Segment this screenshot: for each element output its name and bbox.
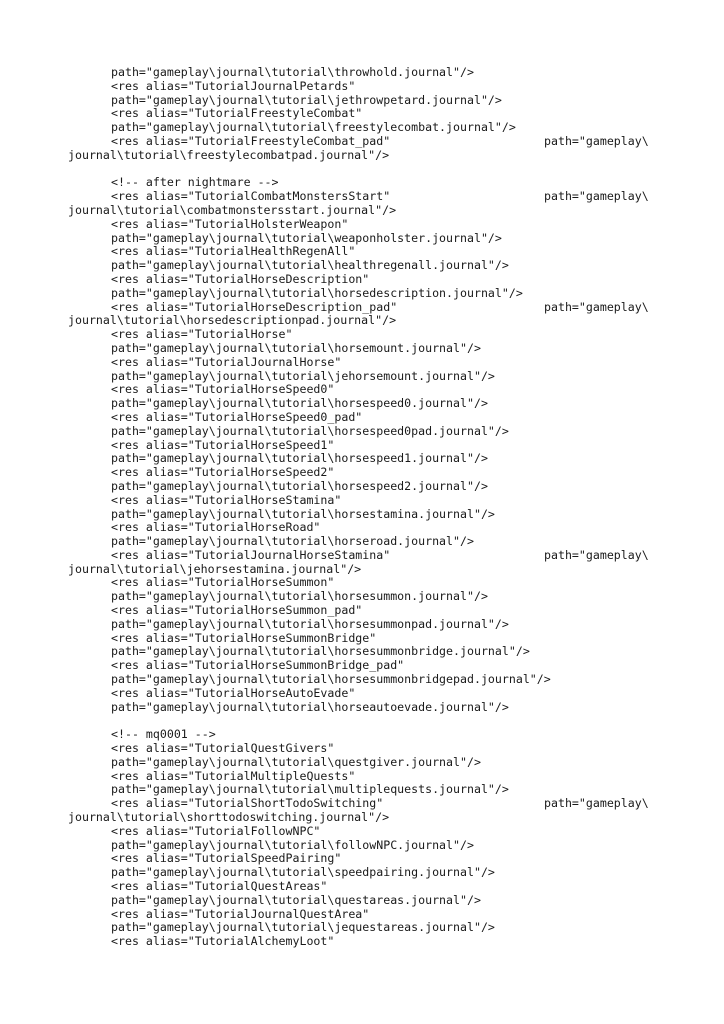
code-line: [68, 921, 688, 935]
code-line: [68, 549, 688, 563]
code-line: [68, 811, 688, 825]
code-line-text: <res alias="TutorialHorseAutoEvade": [111, 685, 356, 700]
code-line-text: path="gameplay\journal\tutorial\followNPC.journal"/>: [111, 837, 474, 852]
code-line-text: <res alias="TutorialCombatMonstersStart": [111, 189, 391, 204]
code-line: [68, 314, 688, 328]
code-line: [68, 149, 688, 163]
code-line-text: path="gameplay\journal\tutorial\throwhold.journal"/>: [111, 65, 474, 79]
code-line: [68, 232, 688, 246]
code-line-text: <res alias="TutorialHorseSpeed0": [111, 382, 335, 397]
code-line: [68, 218, 688, 232]
code-line-text: path="gameplay\journal\tutorial\weaponholster.journal"/>: [111, 230, 502, 245]
code-line-text: path="gameplay\journal\tutorial\horsesummonbridgepad.journal"/>: [111, 672, 551, 687]
code-line: [68, 839, 688, 853]
code-line: [68, 94, 688, 108]
code-line: [68, 494, 688, 508]
code-line-text: <res alias="TutorialFollowNPC": [111, 823, 321, 838]
code-line: [68, 107, 688, 121]
code-line-text: journal\tutorial\shorttodoswitching.journal"/>: [68, 810, 390, 825]
code-line-text: <res alias="TutorialHorseSpeed2": [111, 465, 335, 480]
code-line: [68, 673, 688, 687]
code-line: [68, 880, 688, 894]
code-line-text: path="gameplay\journal\tutorial\horsesummonpad.journal"/>: [111, 616, 509, 631]
code-line: [68, 742, 688, 756]
code-line: [68, 756, 688, 770]
code-line-text: path="gameplay\journal\tutorial\jequestareas.journal"/>: [111, 920, 495, 935]
code-line-text: path="gameplay\journal\tutorial\speedpairing.journal"/>: [111, 865, 495, 880]
code-line-text: <res alias="TutorialJournalHorseStamina": [111, 547, 391, 562]
code-line-text: <res alias="TutorialHorseSpeed0_pad": [111, 409, 363, 424]
code-line-text: <res alias="TutorialHealthRegenAll": [111, 244, 356, 259]
code-line-text: path="gameplay\journal\tutorial\horsespeed0pad.journal"/>: [111, 423, 509, 438]
code-line-text: <res alias="TutorialFreestyleCombat": [111, 106, 363, 121]
code-line-text: path="gameplay\journal\tutorial\questareas.journal"/>: [111, 892, 481, 907]
code-line-text: <res alias="TutorialQuestGivers": [111, 741, 335, 756]
code-line-text: <!-- mq0001 -->: [111, 727, 216, 742]
code-line: [68, 259, 688, 273]
code-line-text: <res alias="TutorialJournalQuestArea": [111, 906, 370, 921]
code-line-text: <res alias="TutorialHorseSpeed1": [111, 437, 335, 452]
code-line-text: <res alias="TutorialShortTodoSwitching": [111, 796, 384, 811]
code-line-text: <res alias="TutorialHorseSummon": [111, 575, 335, 590]
code-line-text: journal\tutorial\freestylecombatpad.journal"/>: [68, 147, 390, 162]
code-line: [68, 590, 688, 604]
code-line: [68, 714, 688, 728]
code-line-path-fragment: path="gameplay\: [544, 133, 649, 148]
code-line: [68, 908, 688, 922]
code-line-text: <res alias="TutorialHorse": [111, 327, 293, 342]
code-line: [68, 521, 688, 535]
code-line-text: <res alias="TutorialAlchemyLoot": [111, 934, 335, 949]
code-line-text: path="gameplay\journal\tutorial\freestylecombat.journal"/>: [111, 120, 516, 135]
code-line-text: path="gameplay\journal\tutorial\healthregenall.journal"/>: [111, 258, 509, 273]
code-line-text: journal\tutorial\horsedescriptionpad.journal"/>: [68, 313, 397, 328]
code-line: [68, 576, 688, 590]
code-line: [68, 508, 688, 522]
code-line: [68, 66, 688, 80]
code-line: [68, 783, 688, 797]
code-line-path-fragment: path="gameplay\: [544, 189, 649, 204]
code-line-text: <res alias="TutorialHorseStamina": [111, 492, 342, 507]
code-line-text: <res alias="TutorialHorseSummonBridge_pad": [111, 658, 405, 673]
code-line-text: <res alias="TutorialSpeedPairing": [111, 851, 342, 866]
code-line: [68, 687, 688, 701]
code-line: [68, 728, 688, 742]
code-line-path-fragment: path="gameplay\: [544, 796, 649, 811]
code-line: [68, 866, 688, 880]
code-line: [68, 245, 688, 259]
code-line: [68, 176, 688, 190]
code-line: [68, 383, 688, 397]
code-line: [68, 770, 688, 784]
code-line-text: <res alias="TutorialHorseRoad": [111, 520, 321, 535]
code-line-text: <res alias="TutorialHolsterWeapon": [111, 216, 349, 231]
code-line: [68, 356, 688, 370]
code-line: [68, 342, 688, 356]
code-line-text: journal\tutorial\combatmonstersstart.journal"/>: [68, 202, 397, 217]
code-line-text: path="gameplay\journal\tutorial\questgiver.journal"/>: [111, 754, 481, 769]
code-line-text: <res alias="TutorialJournalHorse": [111, 354, 342, 369]
code-line: [68, 190, 688, 204]
code-line: [68, 935, 688, 949]
code-line: [68, 397, 688, 411]
code-line-text: path="gameplay\journal\tutorial\multiplequests.journal"/>: [111, 782, 509, 797]
code-line: [68, 659, 688, 673]
code-line-text: path="gameplay\journal\tutorial\jehorsemount.journal"/>: [111, 368, 495, 383]
code-line: [68, 425, 688, 439]
code-line: [68, 466, 688, 480]
code-line-text: path="gameplay\journal\tutorial\horsespeed2.journal"/>: [111, 478, 488, 493]
code-line: [68, 411, 688, 425]
code-line-text: <res alias="TutorialHorseDescription": [111, 271, 370, 286]
code-line-text: path="gameplay\journal\tutorial\horsesummonbridge.journal"/>: [111, 644, 530, 659]
code-line: [68, 701, 688, 715]
code-line: [68, 797, 688, 811]
code-line-text: <res alias="TutorialJournalPetards": [111, 78, 356, 93]
code-line-text: <res alias="TutorialHorseSummonBridge": [111, 630, 377, 645]
code-line-text: path="gameplay\journal\tutorial\horsespeed0.journal"/>: [111, 396, 488, 411]
code-line: [68, 135, 688, 149]
code-line-text: <res alias="TutorialFreestyleCombat_pad": [111, 133, 391, 148]
code-line-text: path="gameplay\journal\tutorial\horsespeed1.journal"/>: [111, 451, 488, 466]
code-line: [68, 273, 688, 287]
code-line-path-fragment: path="gameplay\: [544, 299, 649, 314]
code-line: [68, 632, 688, 646]
code-line-text: <!-- after nightmare -->: [111, 175, 279, 190]
code-line-text: path="gameplay\journal\tutorial\horsedescription.journal"/>: [111, 285, 523, 300]
code-line-text: path="gameplay\journal\tutorial\horseroad.journal"/>: [111, 534, 474, 549]
code-line-text: path="gameplay\journal\tutorial\horseautoevade.journal"/>: [111, 699, 509, 714]
code-line: [68, 645, 688, 659]
code-line: [68, 204, 688, 218]
code-line: [68, 604, 688, 618]
code-line-text: <res alias="TutorialMultipleQuests": [111, 768, 356, 783]
code-line: [68, 328, 688, 342]
code-line: [68, 894, 688, 908]
code-line: [68, 163, 688, 177]
code-line-text: path="gameplay\journal\tutorial\horsesummon.journal"/>: [111, 589, 488, 604]
code-line: [68, 618, 688, 632]
code-line: [68, 370, 688, 384]
code-line: [68, 480, 688, 494]
code-line: [68, 452, 688, 466]
code-line-text: journal\tutorial\jehorsestamina.journal"/>: [68, 561, 362, 576]
code-line: [68, 852, 688, 866]
code-line: [68, 121, 688, 135]
code-line: [68, 301, 688, 315]
code-line: [68, 439, 688, 453]
code-line-text: <res alias="TutorialHorseDescription_pad": [111, 299, 398, 314]
code-line: [68, 80, 688, 94]
code-line-text: path="gameplay\journal\tutorial\jethrowpetard.journal"/>: [111, 92, 502, 107]
code-line: [68, 563, 688, 577]
code-line-text: <res alias="TutorialHorseSummon_pad": [111, 603, 363, 618]
code-line: [68, 535, 688, 549]
code-line: [68, 287, 688, 301]
code-line-text: path="gameplay\journal\tutorial\horsemount.journal"/>: [111, 340, 481, 355]
code-line-text: <res alias="TutorialQuestAreas": [111, 879, 328, 894]
code-listing: [68, 66, 688, 949]
code-line-path-fragment: path="gameplay\: [544, 547, 649, 562]
code-line: [68, 825, 688, 839]
code-line-text: path="gameplay\journal\tutorial\horsestamina.journal"/>: [111, 506, 495, 521]
